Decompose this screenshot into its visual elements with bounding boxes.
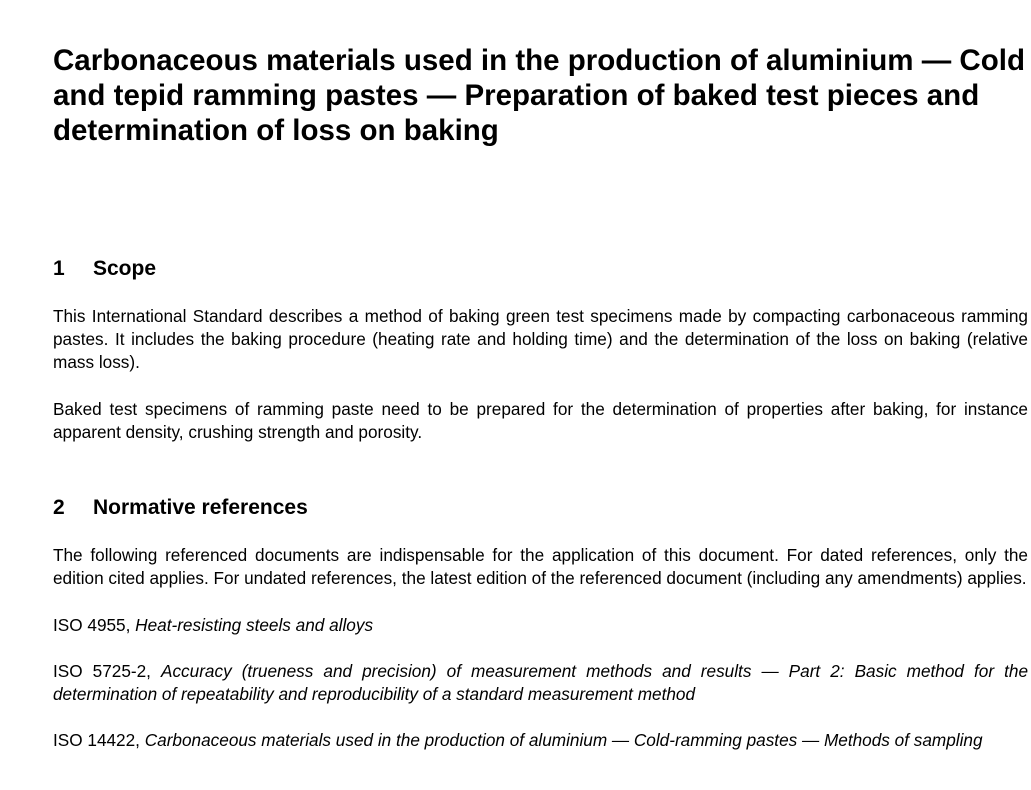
- section-heading-normative-references: [53, 496, 1028, 520]
- document-page: [53, 43, 1028, 752]
- section-title: Scope: [93, 257, 157, 280]
- reference-title: Heat-resisting steels and alloys: [135, 615, 374, 635]
- reference-title: Accuracy (trueness and precision) of measurement methods and results — Part 2: Basic method for the determination of repeatability and reproducibility of a standard measurement method: [53, 661, 1029, 704]
- section-title: Normative references: [93, 496, 308, 519]
- reference-designation: ISO 14422,: [53, 730, 145, 750]
- section-number: 2: [53, 496, 65, 519]
- normative-references-paragraph: The following referenced documents are indispensable for the application of this document. For dated references, only the edition cited applies. For undated references, the latest edition of the referenced document (including any amendments) applies.: [53, 545, 1028, 588]
- reference-entry: [53, 729, 1028, 752]
- reference-designation: ISO 5725-2,: [53, 661, 161, 681]
- scope-paragraph: Baked test specimens of ramming paste need to be prepared for the determination of properties after baking, for instance apparent density, crushing strength and porosity.: [53, 399, 1028, 442]
- section-heading-scope: [53, 257, 1028, 281]
- document-title: Carbonaceous materials used in the production of aluminium — Cold and tepid ramming pastes — Preparation of baked test pieces and determination of loss on baking: [53, 44, 1025, 147]
- reference-entry: [53, 614, 1028, 637]
- reference-entry: [53, 660, 1028, 706]
- section-number: 1: [53, 257, 65, 280]
- reference-title: Carbonaceous materials used in the production of aluminium — Cold-ramming pastes — Methods of sampling: [144, 730, 983, 750]
- scope-paragraph: This International Standard describes a method of baking green test specimens made by compacting carbonaceous ramming pastes. It includes the baking procedure (heating rate and holding time) and the determination of the loss on baking (relative mass loss).: [53, 306, 1028, 372]
- reference-designation: ISO 4955,: [53, 615, 136, 635]
